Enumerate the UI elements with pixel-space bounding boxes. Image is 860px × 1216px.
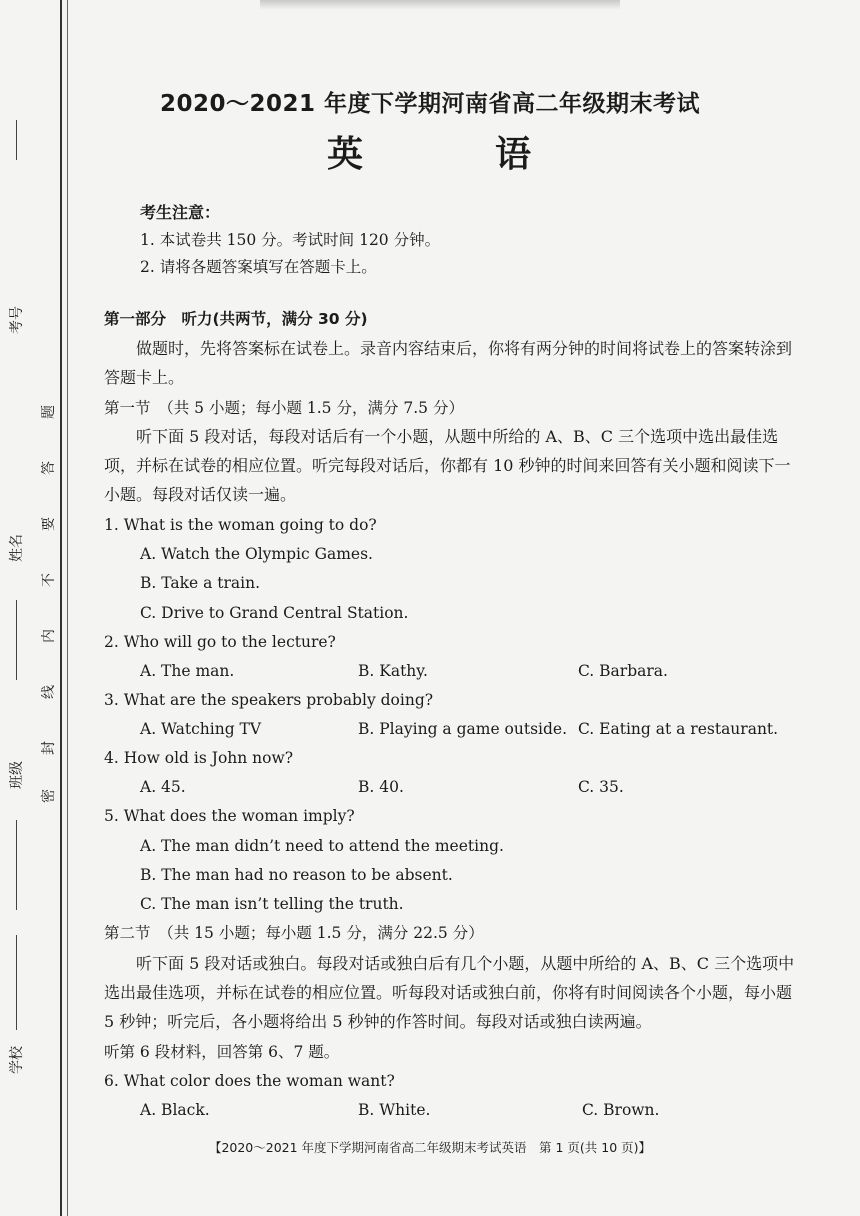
question-stem: 2. Who will go to the lecture? [104, 633, 336, 651]
option-b: B. Kathy. [358, 662, 428, 680]
blank-line [16, 600, 17, 680]
option-a: A. The man. [140, 662, 235, 680]
scan-shadow [260, 0, 620, 10]
section-heading: 第一节 （共 5 小题；每小题 1.5 分，满分 7.5 分） [104, 399, 464, 417]
question-stem: 1. What is the woman going to do? [104, 516, 377, 534]
part-intro: 做题时，先将答案标在试卷上。录音内容结束后，你将有两分钟的时间将试卷上的答案转涂到答题卡上。 [104, 339, 793, 387]
section-intro: 听下面 5 段对话或独白。每段对话或独白后有几个小题，从题中所给的 A、B、C 三个选项中选出最佳选项，并标在试卷的相应位置。听每段对话或独白前，你将有时间阅读各个小题，每小题 5 秒钟；听完后，各小题将给出 5 秒钟的作答时间。每段对话或独白读两遍。 [104, 954, 795, 1031]
question-stem: 5. What does the woman imply? [104, 807, 355, 825]
notice-item: 1. 本试卷共 150 分。考试时间 120 分钟。 [140, 231, 441, 249]
option-c: C. 35. [578, 778, 624, 796]
option-b: B. White. [358, 1101, 431, 1119]
blank-line [16, 935, 17, 1030]
field-label: 姓名 [9, 534, 25, 562]
option-c: C. Drive to Grand Central Station. [140, 604, 409, 622]
name-blank [2, 600, 32, 680]
option-a: A. Black. [140, 1101, 210, 1119]
question-stem: 3. What are the speakers probably doing? [104, 691, 434, 709]
field-label: 学校 [9, 1046, 25, 1074]
seal-char: 密 [41, 789, 57, 803]
seal-char: 题 [41, 405, 57, 419]
notice-item: 2. 请将各题答案填写在答题卡上。 [140, 258, 377, 276]
part-heading: 第一部分 听力(共两节，满分 30 分) [104, 310, 368, 328]
field-label: 班级 [9, 761, 25, 789]
option-a: A. The man didn’t need to attend the meeting. [140, 837, 504, 855]
school-blank [2, 935, 32, 1030]
exam-number-field [2, 300, 32, 340]
question-stem: 4. How old is John now? [104, 749, 294, 767]
seal-char: 要 [41, 517, 57, 531]
option-b: B. The man had no reason to be absent. [140, 866, 453, 884]
section-intro: 听下面 5 段对话，每段对话后有一个小题，从题中所给的 A、B、C 三个选项中选出最佳选项，并标在试卷的相应位置。听完每段对话后，你都有 10 秒钟的时间来回答有关小题和阅读下一小题。每段对话仅读一遍。 [104, 427, 791, 504]
notice-heading: 考生注意： [140, 203, 221, 222]
option-c: C. Barbara. [578, 662, 668, 680]
option-b: B. Take a train. [140, 574, 261, 592]
seal-char: 答 [41, 461, 57, 475]
option-c: C. Eating at a restaurant. [578, 720, 779, 738]
class-field [2, 755, 32, 795]
school-field [2, 1040, 32, 1080]
section-heading: 第二节 （共 15 小题；每小题 1.5 分，满分 22.5 分） [104, 924, 484, 942]
name-field [2, 528, 32, 568]
class-blank [2, 820, 32, 910]
option-a: A. Watch the Olympic Games. [140, 545, 373, 563]
seal-char: 线 [41, 685, 57, 699]
page-footer: 【2020～2021 年度下学期河南省高二年级期末考试英语 第 1 页(共 10 页)】 [208, 1140, 652, 1155]
seal-char: 内 [41, 629, 57, 643]
seal-char: 不 [41, 573, 57, 587]
binding-line [60, 0, 62, 1216]
option-b: B. Playing a game outside. [358, 720, 568, 738]
option-a: A. Watching TV [140, 720, 262, 738]
binding-line-inner [67, 0, 68, 1216]
option-c: C. Brown. [582, 1101, 660, 1119]
option-c: C. The man isn’t telling the truth. [140, 895, 404, 913]
blank-line [16, 820, 17, 910]
field-label: 考号 [9, 306, 25, 334]
material-note: 听第 6 段材料，回答第 6、7 题。 [104, 1043, 340, 1061]
option-b: B. 40. [358, 778, 404, 796]
option-a: A. 45. [140, 778, 186, 796]
exam-title: 2020～2021 年度下学期河南省高二年级期末考试 [159, 91, 701, 117]
subject-title: 英 语 [326, 134, 579, 175]
question-stem: 6. What color does the woman want? [104, 1072, 395, 1090]
seal-char: 封 [41, 741, 57, 755]
